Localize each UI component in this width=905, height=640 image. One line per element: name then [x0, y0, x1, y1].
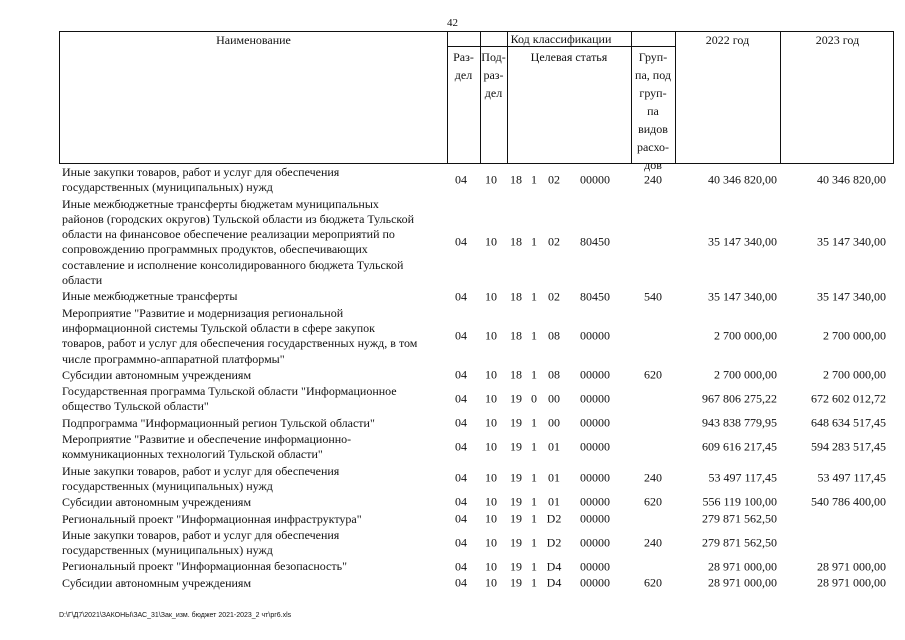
row-name: Государственная программа Тульской области "Информационное общество Тульской области" [62, 384, 397, 414]
row-code-t1: 19 [510, 559, 522, 574]
header-code-group: Код классификации [510, 32, 612, 46]
row-code-rz: 04 [455, 511, 467, 526]
row-code-pr: 10 [485, 234, 497, 249]
row-code-t3: 08 [548, 328, 560, 343]
row-amount-2022: 2 700 000,00 [714, 367, 777, 382]
row-code-t4: 00000 [580, 415, 610, 430]
row-code-rz: 04 [455, 234, 467, 249]
row-code-t4: 00000 [580, 328, 610, 343]
row-code-pr: 10 [485, 494, 497, 509]
row-name: Иные закупки товаров, работ и услуг для обеспечения государственных (муниципальных) нужд [62, 463, 340, 493]
row-code-rz: 04 [455, 391, 467, 406]
table-body [59, 164, 894, 591]
row-code-rz: 04 [455, 559, 467, 574]
table-row [59, 431, 894, 463]
row-code-t2: 1 [531, 172, 537, 187]
row-amount-2023: 540 786 400,00 [811, 494, 886, 509]
row-code-pr: 10 [485, 391, 497, 406]
row-name: Субсидии автономным учреждениям [62, 575, 252, 590]
row-code-t3: D4 [546, 559, 562, 574]
row-name: Иные межбюджетные трансферты [62, 289, 238, 304]
row-code-t1: 19 [510, 511, 522, 526]
row-code-t3: D2 [546, 511, 562, 526]
row-code-vr: 540 [644, 289, 662, 304]
row-code-t1: 19 [510, 470, 522, 485]
row-code-rz: 04 [455, 494, 467, 509]
table-row [59, 383, 894, 415]
header-year-2022: 2022 год [705, 33, 750, 47]
row-code-pr: 10 [485, 511, 497, 526]
row-code-pr: 10 [485, 172, 497, 187]
row-amount-2022: 609 616 217,45 [702, 439, 777, 454]
row-code-vr: 240 [644, 470, 662, 485]
row-amount-2023: 2 700 000,00 [823, 328, 886, 343]
row-code-vr: 240 [644, 172, 662, 187]
row-code-t4: 00000 [580, 575, 610, 590]
row-code-t3: D4 [546, 575, 562, 590]
row-code-t1: 19 [510, 391, 522, 406]
header-target-item: Целевая статья [530, 50, 608, 64]
row-code-t3: 08 [548, 367, 560, 382]
row-code-t2: 1 [531, 470, 537, 485]
row-code-t2: 1 [531, 575, 537, 590]
row-code-t2: 1 [531, 559, 537, 574]
table-row [59, 415, 894, 431]
row-name: Субсидии автономным учреждениям [62, 495, 252, 510]
row-code-rz: 04 [455, 172, 467, 187]
row-amount-2023: 35 147 340,00 [817, 234, 886, 249]
row-name: Региональный проект "Информационная безопасность" [62, 559, 347, 574]
row-amount-2023: 28 971 000,00 [817, 559, 886, 574]
row-amount-2022: 35 147 340,00 [708, 234, 777, 249]
row-code-t1: 18 [510, 367, 522, 382]
row-code-pr: 10 [485, 289, 497, 304]
row-name: Иные закупки товаров, работ и услуг для обеспечения государственных (муниципальных) нужд [62, 165, 340, 195]
header-subsection: Под- раз- дел [481, 50, 506, 100]
row-code-t4: 00000 [580, 470, 610, 485]
row-amount-2022: 2 700 000,00 [714, 328, 777, 343]
row-code-rz: 04 [455, 289, 467, 304]
row-code-rz: 04 [455, 415, 467, 430]
row-amount-2022: 967 806 275,22 [702, 391, 777, 406]
page-number: 42 [447, 17, 458, 29]
table-row [59, 305, 894, 367]
table-row [59, 527, 894, 559]
row-code-rz: 04 [455, 439, 467, 454]
row-code-t4: 00000 [580, 172, 610, 187]
row-code-t3: 02 [548, 289, 560, 304]
row-code-t3: 02 [548, 172, 560, 187]
row-code-t3: 01 [548, 494, 560, 509]
header-expense-group: Груп- па, под груп- па видов расхо- дов [635, 50, 671, 172]
row-name: Региональный проект "Информационная инфраструктура" [62, 511, 362, 526]
header-name: Наименование [216, 33, 291, 47]
table-row [59, 575, 894, 591]
row-code-t3: 02 [548, 234, 560, 249]
row-code-t1: 19 [510, 575, 522, 590]
row-code-t2: 1 [531, 494, 537, 509]
row-amount-2023: 594 283 517,45 [811, 439, 886, 454]
row-name: Подпрограмма "Информационный регион Тульской области" [62, 415, 375, 430]
header-year-2023: 2023 год [815, 33, 860, 47]
row-code-t3: 01 [548, 439, 560, 454]
row-amount-2023: 28 971 000,00 [817, 575, 886, 590]
row-code-t1: 18 [510, 328, 522, 343]
row-code-vr: 620 [644, 367, 662, 382]
row-amount-2022: 28 971 000,00 [708, 559, 777, 574]
row-amount-2023: 40 346 820,00 [817, 172, 886, 187]
row-code-pr: 10 [485, 367, 497, 382]
table-row [59, 558, 894, 574]
row-code-t1: 18 [510, 289, 522, 304]
row-amount-2022: 279 871 562,50 [702, 535, 777, 550]
row-code-pr: 10 [485, 575, 497, 590]
row-code-t1: 19 [510, 439, 522, 454]
row-code-t4: 80450 [580, 289, 610, 304]
table-row [59, 196, 894, 289]
row-amount-2022: 943 838 779,95 [702, 415, 777, 430]
table-row [59, 164, 894, 196]
row-code-pr: 10 [485, 470, 497, 485]
row-code-t1: 19 [510, 494, 522, 509]
row-code-vr: 240 [644, 535, 662, 550]
table-row [59, 288, 894, 304]
row-code-t1: 18 [510, 172, 522, 187]
row-code-pr: 10 [485, 328, 497, 343]
row-code-pr: 10 [485, 439, 497, 454]
row-name: Иные межбюджетные трансферты бюджетам муниципальных районов (городских округов) Тульской области из бюджета Тульской области на финансовое обеспечение реализации мероприятий по сопровождению программных продуктов, обеспечивающих составление и исполнение консолидированного бюджета Тульской области [62, 196, 415, 288]
row-code-rz: 04 [455, 575, 467, 590]
file-path: D:\Г\Д7\2021\ЗАКОНЫ\ЗАС_31\Зак_изм. бюджет 2021-2023_2 чт\рг6.xls [59, 612, 292, 619]
table-row [59, 511, 894, 527]
row-code-rz: 04 [455, 328, 467, 343]
row-code-t1: 19 [510, 415, 522, 430]
row-code-t2: 1 [531, 415, 537, 430]
row-code-t2: 0 [531, 391, 537, 406]
row-code-t3: 00 [548, 415, 560, 430]
row-code-t4: 00000 [580, 559, 610, 574]
row-code-t2: 1 [531, 535, 537, 550]
row-code-t4: 00000 [580, 535, 610, 550]
table-row [59, 463, 894, 495]
budget-table [59, 31, 894, 591]
row-code-rz: 04 [455, 470, 467, 485]
row-code-t4: 00000 [580, 494, 610, 509]
row-code-t4: 00000 [580, 367, 610, 382]
row-code-rz: 04 [455, 535, 467, 550]
row-code-t3: D2 [546, 535, 562, 550]
row-code-pr: 10 [485, 535, 497, 550]
row-amount-2022: 35 147 340,00 [708, 289, 777, 304]
row-amount-2022: 279 871 562,50 [702, 511, 777, 526]
row-code-rz: 04 [455, 367, 467, 382]
row-code-t2: 1 [531, 439, 537, 454]
row-code-pr: 10 [485, 415, 497, 430]
row-amount-2023: 2 700 000,00 [823, 367, 886, 382]
row-code-t2: 1 [531, 289, 537, 304]
row-name: Мероприятие "Развитие и обеспечение информационно- коммуникационных технологий Тульской области" [62, 432, 352, 462]
row-code-t3: 01 [548, 470, 560, 485]
table-row [59, 494, 894, 510]
row-code-t2: 1 [531, 511, 537, 526]
row-code-t4: 00000 [580, 391, 610, 406]
row-code-t2: 1 [531, 367, 537, 382]
row-name: Иные закупки товаров, работ и услуг для обеспечения государственных (муниципальных) нужд [62, 527, 340, 558]
row-amount-2023: 672 602 012,72 [811, 391, 886, 406]
row-code-t2: 1 [531, 234, 537, 249]
row-code-t2: 1 [531, 328, 537, 343]
row-code-t4: 00000 [580, 439, 610, 454]
table-header [59, 31, 894, 172]
row-code-t1: 18 [510, 234, 522, 249]
row-amount-2023: 648 634 517,45 [811, 415, 886, 430]
row-code-t1: 19 [510, 535, 522, 550]
row-amount-2022: 28 971 000,00 [708, 575, 777, 590]
row-amount-2022: 40 346 820,00 [708, 172, 777, 187]
table-row [59, 367, 894, 383]
row-code-vr: 620 [644, 494, 662, 509]
row-name: Субсидии автономным учреждениям [62, 367, 252, 382]
row-code-vr: 620 [644, 575, 662, 590]
row-code-t3: 00 [548, 391, 560, 406]
row-code-pr: 10 [485, 559, 497, 574]
row-code-t4: 80450 [580, 234, 610, 249]
row-amount-2022: 556 119 100,00 [702, 494, 777, 509]
row-name: Мероприятие "Развитие и модернизация региональной информационной системы Тульской области в сфере закупок товаров, работ и услуг для обеспечения государственных нужд, в том числе программно-аппаратной платформы" [62, 305, 418, 366]
row-amount-2022: 53 497 117,45 [708, 470, 777, 485]
row-amount-2023: 53 497 117,45 [817, 470, 886, 485]
header-section: Раз- дел [453, 50, 474, 82]
row-code-t4: 00000 [580, 511, 610, 526]
row-amount-2023: 35 147 340,00 [817, 289, 886, 304]
